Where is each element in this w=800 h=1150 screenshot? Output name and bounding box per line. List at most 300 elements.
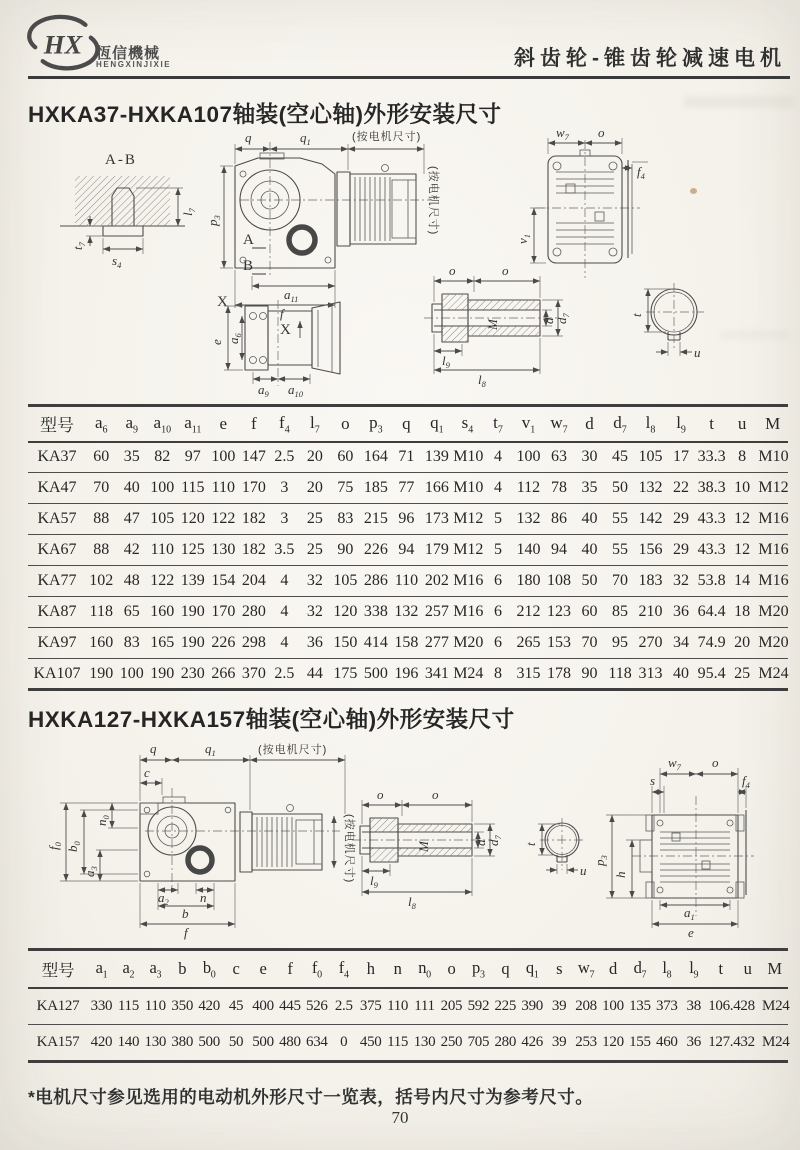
front-view-gearbox [515, 128, 648, 278]
col-header: b [178, 958, 187, 978]
value-cell: 64.4 [697, 603, 726, 620]
dim-label-h: h [613, 871, 628, 878]
dim-label-w7-2: $w_7$ [668, 755, 681, 772]
value-cell: 110 [144, 997, 166, 1014]
value-cell: M12 [758, 479, 789, 496]
table-row [28, 628, 788, 659]
value-cell: 160 [150, 603, 175, 620]
value-cell: 166 [424, 479, 449, 496]
diagram-hxka127-hxka157 [0, 740, 800, 946]
value-cell: 125 [180, 541, 205, 558]
dim-label-p3: $p_3$ [205, 215, 222, 226]
value-cell: 30 [581, 448, 598, 466]
value-cell: 60 [337, 448, 354, 466]
col-header: $p_3$ [369, 412, 383, 435]
value-cell: 132 [394, 603, 419, 620]
dim-label-s: s [650, 773, 656, 788]
value-cell: 130 [211, 541, 236, 558]
dim-label-s4: $s_4$ [112, 253, 122, 270]
value-cell: 313 [638, 664, 663, 682]
value-cell: 8 [493, 664, 502, 682]
value-cell: 40 [123, 479, 140, 496]
hollow-shaft-section [424, 263, 571, 389]
value-cell: 17 [673, 448, 690, 466]
col-header: M [765, 413, 781, 433]
value-cell: M24 [762, 997, 790, 1014]
col-header: $p_3$ [472, 957, 485, 980]
value-cell: 230 [180, 664, 205, 682]
value-cell: 226 [211, 634, 236, 651]
col-header: d [609, 958, 617, 978]
value-cell: 6 [493, 603, 502, 620]
motor-size-note-vertical: (按电机尺寸) [427, 166, 439, 236]
value-cell: 108 [546, 572, 571, 589]
eyebolt [382, 165, 389, 172]
value-cell: 173 [424, 510, 449, 527]
value-cell: 120 [333, 603, 358, 620]
col-header: M [767, 958, 782, 978]
dim-label-l8-2: $l_8$ [408, 894, 416, 911]
value-cell: 55 [612, 510, 629, 527]
logo-company-name-en: HENGXINJIXIE [96, 60, 172, 69]
motor-flange-2 [240, 812, 252, 872]
col-header: $q_1$ [430, 412, 444, 435]
value-cell: M16 [453, 603, 484, 620]
value-cell: 341 [424, 664, 449, 682]
eyebolt-2 [287, 805, 294, 812]
dim-label-q1: $q_1$ [300, 130, 311, 147]
value-cell: 106.4 [708, 997, 741, 1014]
view-label-x: X [217, 294, 228, 310]
table2 [28, 948, 788, 1063]
value-cell: 97 [184, 448, 201, 466]
dim-label-a3: $a_3$ [82, 866, 99, 877]
value-cell: 12 [734, 510, 751, 527]
table-row [28, 535, 788, 566]
col-header: $a_9$ [125, 412, 139, 435]
dim-label-q1-2: $q_1$ [205, 741, 216, 758]
value-cell: 190 [89, 664, 114, 682]
value-cell: M10 [453, 479, 484, 496]
value-cell: 185 [363, 479, 388, 496]
value-cell: 100 [119, 664, 144, 682]
value-cell: 154 [211, 572, 236, 589]
col-header: e [219, 413, 228, 433]
value-cell: 4 [280, 603, 289, 620]
value-cell: 82 [154, 448, 171, 466]
value-cell: 45 [612, 448, 629, 466]
value-cell: 420 [90, 1034, 113, 1050]
value-cell: 225 [494, 997, 517, 1014]
col-header: $a_1$ [95, 957, 108, 980]
value-cell: M16 [453, 572, 484, 589]
dim-label-n0: $n_0$ [94, 815, 111, 826]
dim-label-t7: $t_7$ [70, 242, 87, 250]
value-cell: 5 [493, 541, 502, 558]
dim-label-t: t [629, 313, 644, 317]
value-cell: 445 [279, 997, 301, 1014]
value-cell: 47 [123, 510, 140, 527]
col-header: f [251, 413, 257, 433]
value-cell: 500 [252, 1034, 274, 1050]
value-cell: 100 [150, 479, 175, 496]
dim-label-a6: $a_6$ [226, 333, 243, 344]
col-header: $n_0$ [418, 957, 431, 980]
dim-label-f4: $f_4$ [637, 164, 645, 181]
label-section-b: B [243, 258, 254, 274]
value-cell: 25 [306, 541, 323, 558]
value-cell: 277 [424, 634, 449, 651]
value-cell: 36 [306, 634, 323, 651]
value-cell: 34 [673, 634, 690, 651]
value-cell: 40 [581, 510, 598, 527]
value-cell: 2.5 [334, 997, 353, 1014]
stud-flange [103, 226, 143, 236]
value-cell: 122 [150, 572, 175, 589]
value-cell: 110 [394, 572, 419, 589]
value-cell: 78 [550, 479, 567, 496]
table-row [28, 504, 788, 535]
dim-label-o2: o [449, 263, 456, 278]
value-cell: 140 [516, 541, 541, 558]
value-cell: 25 [306, 510, 323, 527]
value-cell: M10 [758, 448, 789, 466]
value-cell: 370 [241, 664, 266, 682]
value-cell: 400 [252, 997, 274, 1014]
value-cell: 270 [638, 634, 663, 651]
value-cell: 40 [673, 664, 690, 682]
value-cell: 373 [656, 997, 678, 1014]
dim-label-d7-2: $d_7$ [486, 835, 503, 846]
col-header: $a_{10}$ [153, 412, 172, 435]
col-header: t [718, 958, 723, 978]
value-cell: 95.4 [697, 664, 726, 682]
value-cell: 65 [123, 603, 140, 620]
motor-size-note-vertical-2: (按电机尺寸) [343, 814, 355, 884]
value-cell: 50 [228, 1034, 244, 1050]
col-header: o [447, 958, 456, 978]
value-cell: M24 [762, 1034, 790, 1050]
value-cell: 100 [211, 448, 236, 466]
dim-label-t-2: t [523, 842, 538, 846]
value-cell: 705 [467, 1034, 490, 1050]
value-cell: M12 [453, 541, 484, 558]
col-header: $l_8$ [662, 957, 672, 980]
dim-label-q-2: q [150, 741, 157, 756]
value-cell: M24 [758, 664, 789, 682]
value-cell: 196 [394, 664, 419, 682]
model-cell: KA47 [37, 479, 77, 496]
view-direction-x: X [280, 322, 291, 338]
value-cell: 123 [546, 603, 571, 620]
value-cell: 170 [211, 603, 236, 620]
value-cell: 139 [180, 572, 205, 589]
value-cell: 77 [398, 479, 415, 496]
dim-label-a9: $a_9$ [258, 382, 269, 399]
value-cell: 63 [550, 448, 567, 466]
dim-label-l8: $l_8$ [478, 372, 486, 389]
value-cell: 4 [280, 634, 289, 651]
col-header: $b_0$ [202, 957, 216, 980]
col-header: $l_9$ [689, 957, 699, 980]
value-cell: 190 [150, 664, 175, 682]
page-number: 70 [391, 1108, 409, 1127]
value-cell: 36 [686, 1034, 701, 1050]
hatch-area [75, 176, 170, 226]
col-header: $l_8$ [645, 412, 656, 435]
value-cell: 215 [363, 510, 388, 527]
value-cell: 45 [228, 997, 244, 1014]
section2-title: HXKA127-HXKA157轴装(空心轴)外形安装尺寸 [28, 707, 515, 732]
value-cell: 25 [734, 664, 751, 682]
value-cell: 2.5 [274, 664, 295, 682]
col-header: n [393, 958, 402, 978]
col-header: $l_7$ [310, 412, 320, 435]
col-header: $w_7$ [577, 957, 595, 980]
col-header: $f_4$ [338, 957, 349, 980]
value-cell: 426 [521, 1034, 544, 1050]
model-cell: KA67 [37, 541, 77, 558]
motor-flange [337, 172, 350, 246]
value-cell: 55 [612, 541, 629, 558]
value-cell: 83 [337, 510, 354, 527]
value-cell: 60 [581, 603, 598, 620]
dim-label-l9-2: $l_9$ [370, 873, 378, 890]
value-cell: 32 [673, 572, 690, 589]
value-cell: 158 [394, 634, 419, 651]
model-cell: KA87 [37, 603, 77, 620]
value-cell: 4 [493, 479, 502, 496]
value-cell: 32 [306, 572, 323, 589]
footnote: *电机尺寸参见选用的电动机外形尺寸一览表，括号内尺寸为参考尺寸。 [28, 1086, 594, 1107]
value-cell: 85 [612, 603, 629, 620]
value-cell: 32 [306, 603, 323, 620]
motor-size-note-2: (按电机尺寸) [258, 744, 328, 756]
dim-label-u: u [694, 345, 701, 360]
value-cell: 36 [673, 603, 690, 620]
col-header: $a_{11}$ [184, 412, 202, 435]
dim-label-a2: $a_2$ [158, 890, 169, 907]
value-cell: 164 [363, 448, 388, 466]
value-cell: 210 [638, 603, 663, 620]
value-cell: 202 [424, 572, 449, 589]
value-cell: 4 [493, 448, 502, 466]
dim-label-p3-2: $p_3$ [592, 855, 609, 866]
value-cell: 338 [363, 603, 388, 620]
value-cell: 115 [387, 1034, 409, 1050]
col-header: $a_2$ [122, 957, 135, 980]
scan-speck [690, 188, 697, 194]
col-header: $t_7$ [493, 412, 503, 435]
value-cell: 118 [608, 664, 632, 682]
hollow-shaft-bore [289, 227, 315, 253]
value-cell: 102 [89, 572, 114, 589]
value-cell: 380 [171, 1034, 194, 1050]
value-cell: M20 [758, 634, 789, 651]
value-cell: M16 [758, 572, 789, 589]
col-header: o [341, 413, 350, 433]
value-cell: 205 [440, 997, 463, 1014]
dim-label-f: f [280, 306, 284, 321]
value-cell: 44 [306, 664, 323, 682]
value-cell: 94 [550, 541, 567, 558]
table-row [28, 442, 788, 473]
value-cell: 88 [93, 541, 110, 558]
dim-label-q: q [245, 130, 252, 145]
value-cell: 22 [673, 479, 690, 496]
dim-label-e-2: e [688, 925, 694, 940]
value-cell: 156 [638, 541, 663, 558]
col-header: $w_7$ [550, 412, 568, 435]
value-cell: 8 [738, 448, 747, 466]
value-cell: 43.3 [697, 510, 726, 527]
value-cell: 130 [144, 1034, 167, 1050]
value-cell: 35 [581, 479, 598, 496]
value-cell: 20 [306, 479, 323, 496]
detail-view-ab [60, 152, 197, 270]
hollow-shaft-section-2 [352, 787, 503, 911]
header-rule [28, 76, 790, 79]
value-cell: 18 [734, 603, 751, 620]
value-cell: 182 [241, 541, 266, 558]
dim-label-l9: $l_9$ [442, 353, 450, 370]
value-cell: 315 [516, 664, 541, 682]
value-cell: 175 [333, 664, 358, 682]
table-row [28, 1025, 788, 1062]
value-cell: 414 [363, 634, 388, 651]
value-cell: 6 [493, 634, 502, 651]
value-cell: 480 [279, 1034, 301, 1050]
dim-label-o3: o [502, 263, 509, 278]
model-cell: KA107 [33, 664, 81, 682]
col-header: $d_7$ [633, 957, 647, 980]
value-cell: 38 [686, 997, 701, 1014]
value-cell: 139 [424, 448, 449, 466]
value-cell: 70 [93, 479, 110, 496]
value-cell: 165 [150, 634, 175, 651]
value-cell: 330 [90, 997, 113, 1014]
col-header: t [709, 413, 714, 433]
value-cell: 180 [516, 572, 541, 589]
bottom-view-x [209, 294, 340, 399]
dim-label-a10: $a_{10}$ [288, 382, 303, 399]
value-cell: 3.5 [274, 541, 295, 558]
value-cell: 39 [551, 997, 567, 1014]
value-cell: 14 [734, 572, 751, 589]
col-header: $q_1$ [525, 957, 539, 980]
value-cell: 115 [181, 479, 205, 496]
dim-label-b: b [182, 906, 189, 921]
value-cell: 3 [280, 510, 289, 527]
dim-label-d7: $d_7$ [554, 313, 571, 324]
dim-label-m: M [485, 319, 500, 330]
value-cell: 350 [171, 997, 194, 1014]
dim-label-d: d [541, 317, 556, 324]
value-cell: 634 [306, 1034, 328, 1050]
value-cell: 153 [546, 634, 571, 651]
value-cell: 592 [467, 997, 490, 1014]
dim-label-v1: $v_1$ [515, 233, 532, 244]
value-cell: 265 [516, 634, 541, 651]
value-cell: 183 [638, 572, 663, 589]
value-cell: M24 [453, 664, 484, 682]
value-cell: 48 [123, 572, 140, 589]
value-cell: 60 [93, 448, 110, 466]
dim-label-f0: $f_0$ [46, 842, 63, 850]
value-cell: 29 [673, 541, 690, 558]
table-row [28, 473, 788, 504]
value-cell: 390 [521, 997, 544, 1014]
value-cell: 53.8 [697, 572, 726, 589]
col-header: d [585, 413, 594, 433]
value-cell: 50 [612, 479, 629, 496]
dim-label-e: e [209, 339, 224, 345]
model-cell: KA77 [37, 572, 77, 589]
value-cell: 39 [551, 1034, 567, 1050]
value-cell: 118 [89, 603, 113, 620]
col-header: $v_1$ [521, 412, 536, 435]
side-view-gearbox-motor [205, 129, 441, 338]
value-cell: 90 [581, 664, 598, 682]
motor-size-note: (按电机尺寸) [352, 131, 422, 143]
scan-bleed-artifact [684, 96, 794, 108]
value-cell: 5 [493, 510, 502, 527]
value-cell: 74.9 [697, 634, 726, 651]
value-cell: 70 [612, 572, 629, 589]
value-cell: 110 [211, 479, 236, 496]
value-cell: 147 [241, 448, 266, 466]
value-cell: 90 [337, 541, 354, 558]
value-cell: 112 [516, 479, 541, 496]
value-cell: M16 [758, 510, 789, 527]
page-header-title: 斜齿轮-锥齿轮减速电机 [514, 47, 786, 70]
model-cell: KA127 [36, 997, 80, 1014]
value-cell: 38.3 [697, 479, 726, 496]
col-header: f [287, 958, 293, 978]
value-cell: 42 [123, 541, 140, 558]
value-cell: 140 [117, 1034, 140, 1050]
value-cell: 100 [602, 997, 624, 1014]
col-header: s [556, 958, 563, 978]
value-cell: M12 [453, 510, 484, 527]
col-header: u [743, 958, 752, 978]
col-header: $f_4$ [279, 412, 290, 435]
table1 [28, 404, 788, 691]
logo-company-name-cn: 恆信機械 [96, 45, 161, 62]
value-cell: 96 [398, 510, 415, 527]
diagram-hxka37-hxka107 [0, 128, 800, 404]
value-cell: M16 [758, 541, 789, 558]
scan-bleed-artifact [720, 330, 790, 340]
table-row [28, 597, 788, 628]
value-cell: 75 [337, 479, 354, 496]
col-header-model: 型号 [40, 416, 74, 436]
side-view-gearbox-motor-2 [46, 741, 357, 940]
col-header-model: 型号 [41, 960, 75, 980]
table-row [28, 659, 788, 690]
value-cell: 20 [734, 634, 751, 651]
value-cell: 132 [516, 510, 541, 527]
dim-label-f4-2: $f_4$ [742, 773, 750, 790]
value-cell: 160 [89, 634, 114, 651]
label-section-ab: A-B [105, 152, 137, 168]
dim-label-a1: $a_1$ [684, 905, 695, 922]
value-cell: 111 [414, 997, 435, 1014]
value-cell: 6 [493, 572, 502, 589]
value-cell: 500 [363, 664, 388, 682]
col-header: $a_6$ [94, 412, 108, 435]
value-cell: 28 [740, 997, 755, 1014]
